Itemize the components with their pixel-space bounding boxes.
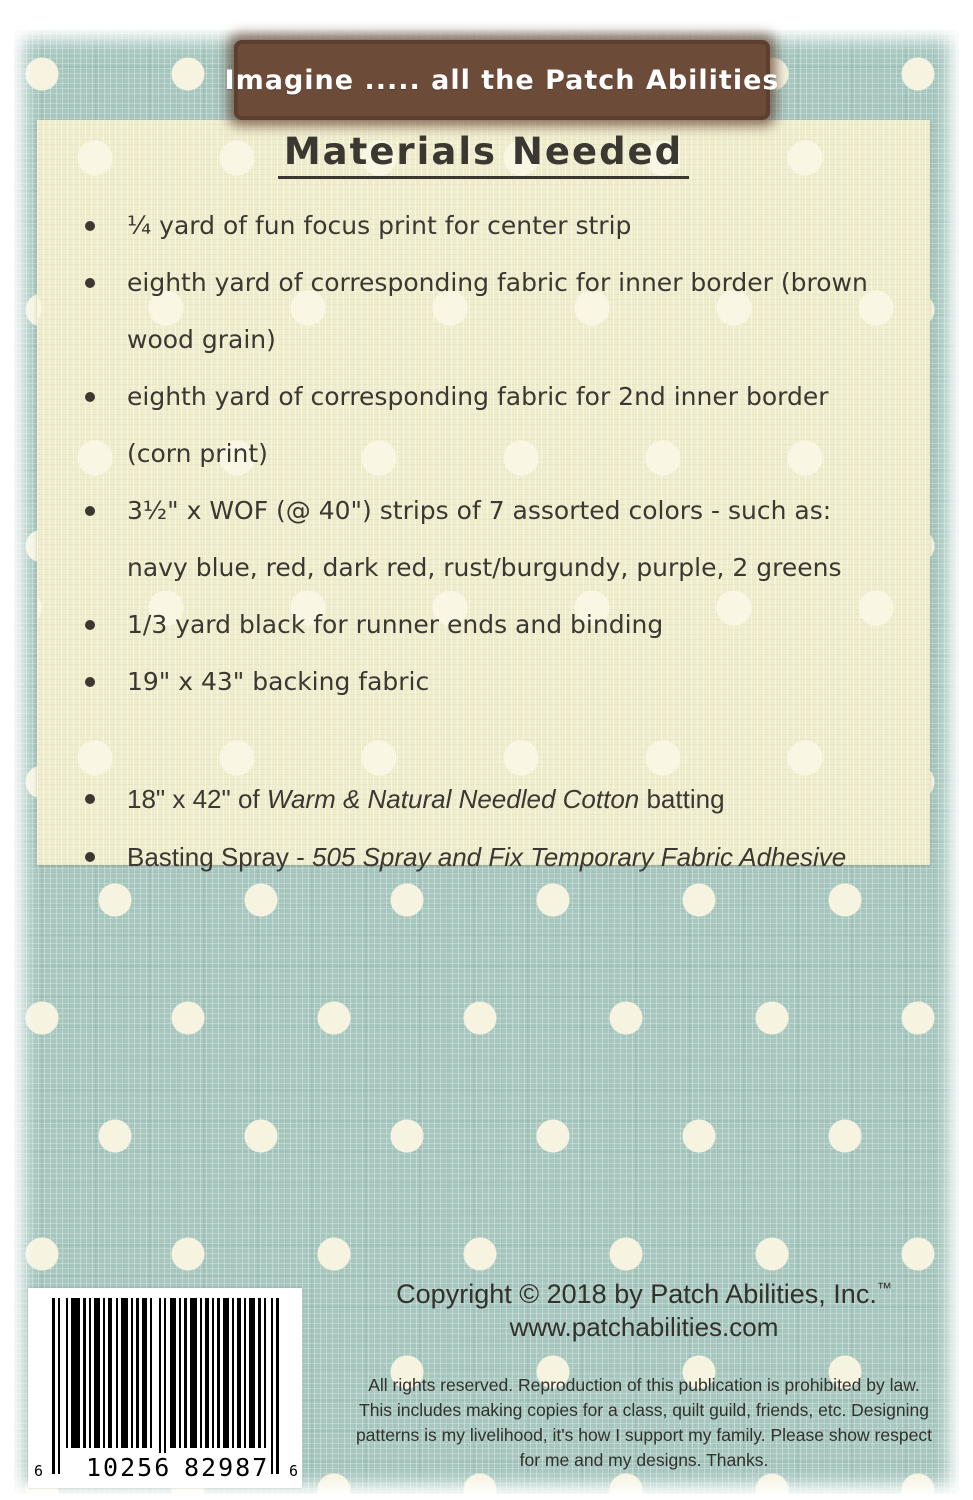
- materials-list: [37, 197, 930, 710]
- list-item: [37, 828, 890, 886]
- list-item: [37, 482, 890, 596]
- trademark-symbol: ™: [876, 1280, 892, 1297]
- list-item-text: 19" x 43" backing fabric: [127, 667, 430, 696]
- copyright-text: Copyright © 2018 by Patch Abilities, Inc.: [396, 1279, 877, 1309]
- list-item-text: 18" x 42" of: [127, 784, 267, 814]
- barcode-group2: 82987: [184, 1453, 270, 1482]
- copyright-line: [322, 1272, 966, 1311]
- bullet-icon: [85, 794, 95, 804]
- materials-panel: [37, 120, 930, 872]
- bullet-icon: [85, 506, 95, 516]
- materials-list-extra: [37, 770, 930, 886]
- bullet-icon: [85, 278, 95, 288]
- footer-block: [322, 1272, 966, 1473]
- legal-line: for me and my designs. Thanks.: [519, 1450, 769, 1470]
- list-item-text: ¼ yard of fun focus print for center strip: [127, 211, 632, 240]
- legal-line: patterns is my livelihood, it's how I support my family. Please show respect: [356, 1425, 932, 1445]
- list-item: [37, 197, 890, 254]
- list-item: [37, 368, 890, 482]
- bullet-icon: [85, 620, 95, 630]
- barcode-right-digit: 6: [288, 1462, 298, 1480]
- brand-banner-text: Imagine ..... all the Patch Abilities: [224, 64, 780, 96]
- materials-title: Materials Needed: [278, 130, 689, 179]
- list-item-text: 1/3 yard black for runner ends and binding: [127, 610, 664, 639]
- bullet-icon: [85, 221, 95, 231]
- product-name-italic: Warm & Natural Needled Cotton: [266, 784, 640, 814]
- list-item-text: eighth yard of corresponding fabric for 2nd inner border (corn print): [127, 382, 829, 468]
- product-name-italic: 505 Spray and Fix Temporary Fabric Adhesive: [311, 842, 847, 872]
- list-item: [37, 596, 890, 653]
- list-item: [37, 653, 890, 710]
- list-item-text: batting: [639, 784, 725, 814]
- bullet-icon: [85, 852, 95, 862]
- bullet-icon: [85, 677, 95, 687]
- list-item: [37, 770, 890, 828]
- upc-barcode: [28, 1288, 302, 1488]
- bullet-icon: [85, 392, 95, 402]
- legal-notice: [322, 1373, 966, 1473]
- barcode-left-digit: 6: [34, 1462, 44, 1480]
- list-item-text: 3½" x WOF (@ 40") strips of 7 assorted colors - such as: navy blue, red, dark red, rust/burgundy, purple, 2 greens: [127, 496, 842, 582]
- list-item: [37, 254, 890, 368]
- barcode-group1: 10256: [86, 1453, 172, 1482]
- legal-line: This includes making copies for a class, quilt guild, friends, etc. Designing: [359, 1400, 929, 1420]
- brand-banner: [224, 44, 780, 116]
- list-item-text: eighth yard of corresponding fabric for inner border (brown wood grain): [127, 268, 868, 354]
- list-item-text: Basting Spray -: [127, 842, 312, 872]
- legal-line: All rights reserved. Reproduction of this publication is prohibited by law.: [368, 1375, 920, 1395]
- website-url: www.patchabilities.com: [509, 1312, 779, 1342]
